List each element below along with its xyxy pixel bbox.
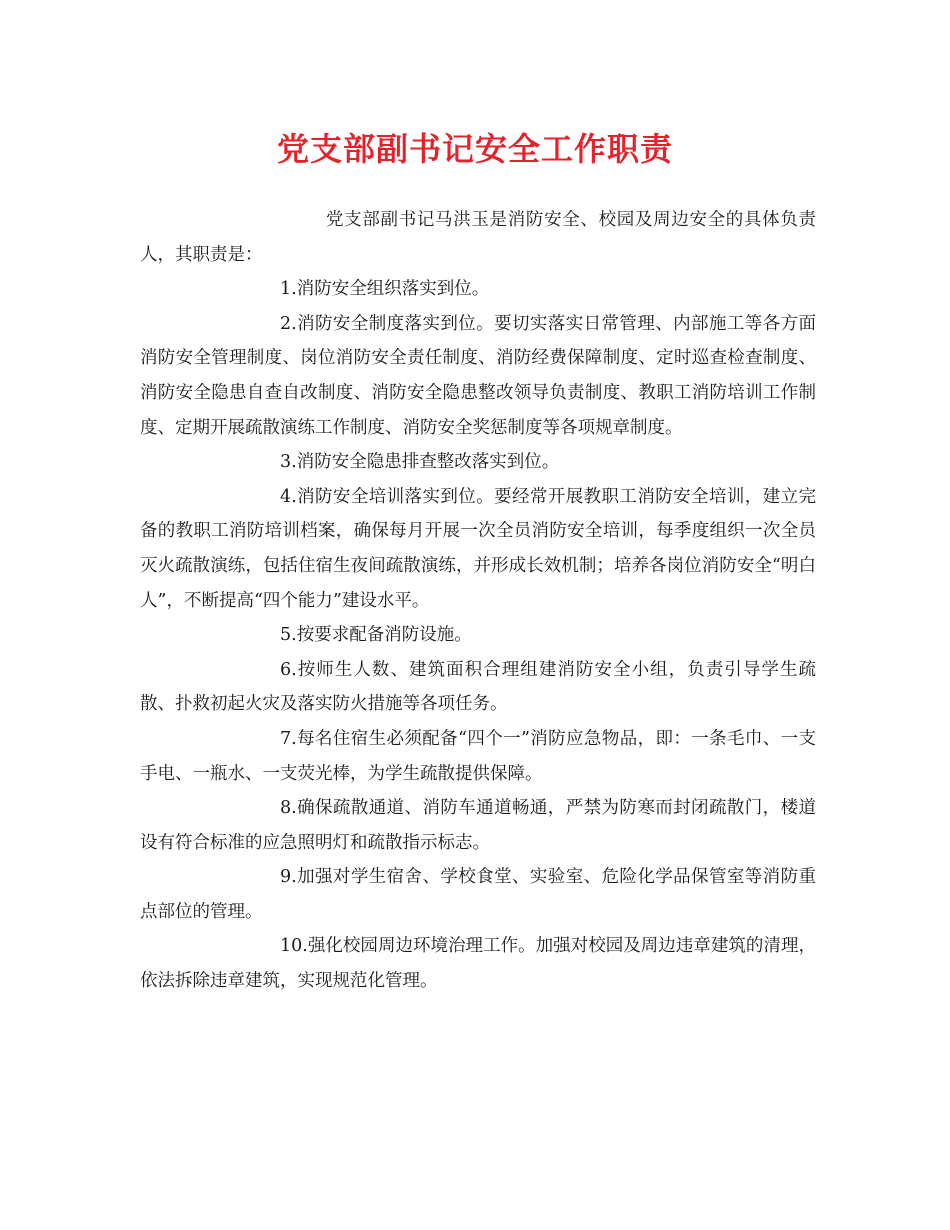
duty-item-5: 5.按要求配备消防设施。 [280,625,472,646]
duty-item-10: 10.强化校园周边环境治理工作。加强对校园及周边违章建筑的清理，依法拆除违章建筑，实现规范化管理。 [140,936,816,992]
duty-item-3: 3.消防安全隐患排查整改落实到位。 [280,452,560,473]
document-title: 党支部副书记安全工作职责 [276,130,673,168]
duty-item-7: 7.每名住宿生必须配备“四个一”消防应急物品，即：一条毛巾、一支手电、一瓶水、一支荧光棒，为学生疏散提供保障。 [140,728,816,784]
duty-item-8: 8.确保疏散通道、消防车通道畅通，严禁为防寒而封闭疏散门，楼道设有符合标准的应急照明灯和疏散指示标志。 [140,798,816,853]
duty-item-6: 6.按师生人数、建筑面积合理组建消防安全小组，负责引导学生疏散、扑救初起火灾及落实防火措施等各项任务。 [140,659,816,715]
intro-paragraph: 党支部副书记马洪玉是消防安全、校园及周边安全的具体负责人，其职责是： [140,210,816,265]
duty-item-2: 2.消防安全制度落实到位。要切实落实日常管理、内部施工等各方面消防安全管理制度、岗位消防安全责任制度、消防经费保障制度、定时巡查检查制度、消防安全隐患自查自改制度、消防安全隐患整改领导负责制度、教职工消防培训工作制度、定期开展疏散演练工作制度、消防安全奖惩制度等各项规章制度。 [140,313,816,438]
duty-item-9: 9.加强对学生宿舍、学校食堂、实验室、危险化学品保管室等消防重点部位的管理。 [140,867,816,922]
duty-item-1: 1.消防安全组织落实到位。 [280,279,490,300]
document-body [140,203,816,999]
duty-item-4: 4.消防安全培训落实到位。要经常开展教职工消防安全培训，建立完备的教职工消防培训档案，确保每月开展一次全员消防安全培训，每季度组织一次全员灭火疏散演练，包括住宿生夜间疏散演练，并形成长效机制；培养各岗位消防安全“明白人”，不断提高“四个能力”建设水平。 [140,486,816,611]
